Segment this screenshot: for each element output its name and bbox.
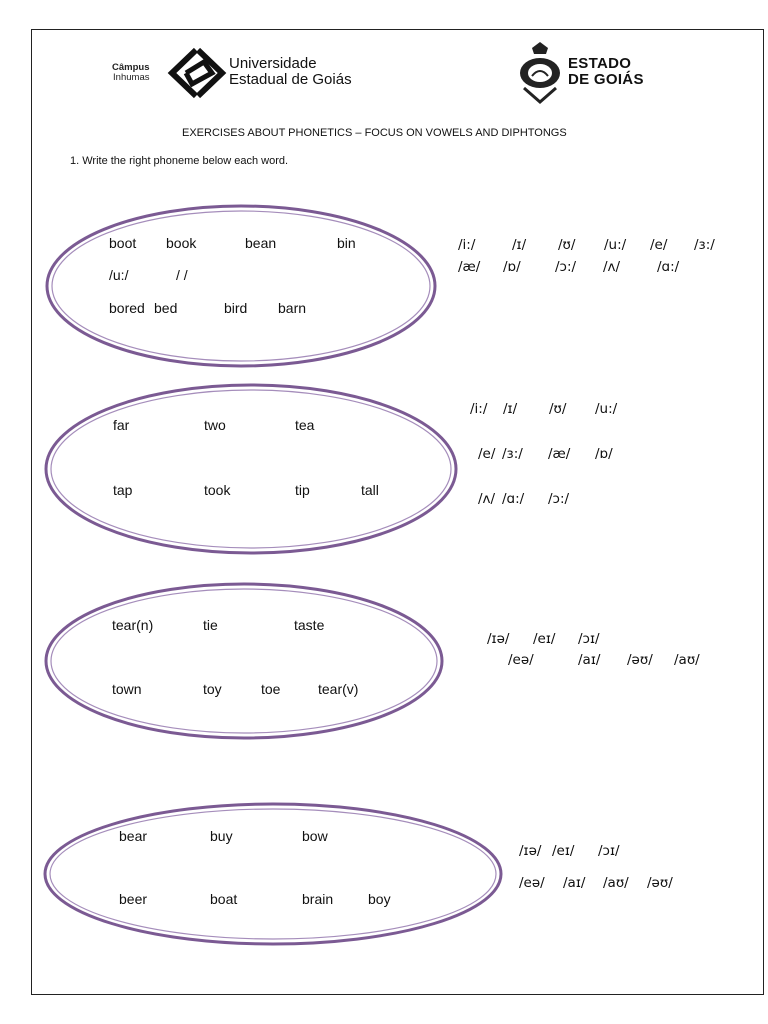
word-boy: boy: [368, 891, 391, 907]
phoneme: /ɔ:/: [555, 259, 577, 275]
phoneme: /aɪ/: [578, 652, 601, 668]
phoneme: /eə/: [519, 875, 545, 891]
word-bear: bear: [119, 828, 148, 844]
page-title: EXERCISES ABOUT PHONETICS – FOCUS ON VOWELS AND DIPHTONGS: [182, 127, 567, 139]
phoneme: /ʊ/: [549, 401, 567, 417]
word-tap: tap: [113, 482, 133, 498]
phoneme: /ɔɪ/: [578, 631, 600, 647]
phoneme: /i:/: [470, 401, 488, 417]
phoneme: /u:/: [604, 237, 627, 253]
phoneme: /ʊ/: [558, 237, 576, 253]
word-tall: tall: [361, 482, 379, 498]
word-bird: bird: [224, 300, 248, 316]
phoneme: /æ/: [548, 446, 571, 462]
word-toy: toy: [203, 681, 222, 697]
word-bored: bored: [109, 300, 145, 316]
phoneme: /ɒ/: [595, 446, 613, 462]
phoneme: /ɑ:/: [502, 491, 525, 507]
university-line1: Universidade: [229, 55, 317, 72]
state-line1: ESTADO: [568, 55, 632, 72]
word-bow: bow: [302, 828, 328, 844]
phoneme: /ʌ/: [603, 259, 621, 275]
university-line2: Estadual de Goiás: [229, 71, 352, 88]
word-beer: beer: [119, 891, 148, 907]
phoneme: /aʊ/: [674, 652, 700, 668]
state-line2: DE GOIÁS: [568, 71, 644, 88]
page-border: [31, 29, 764, 995]
phoneme: /u:/: [595, 401, 618, 417]
word-tear-n: tear(n): [112, 617, 154, 633]
phoneme: /e/: [650, 237, 668, 253]
phoneme: /i:/: [458, 237, 476, 253]
word-two: two: [204, 417, 226, 433]
word-brain: brain: [302, 891, 334, 907]
campus-label: [112, 63, 149, 83]
phoneme: /ɔ:/: [548, 491, 570, 507]
phoneme: /əʊ/: [647, 875, 673, 891]
phoneme: /ʌ/: [478, 491, 496, 507]
phoneme: /ɪ/: [503, 401, 518, 417]
phoneme: /ɪə/: [519, 843, 542, 859]
phoneme: /e/: [478, 446, 496, 462]
word-town: town: [112, 681, 142, 697]
word-took: took: [204, 482, 231, 498]
phoneme: /eɪ/: [533, 631, 556, 647]
campus-line2: Inhumas: [113, 72, 150, 83]
phoneme: /ɜ:/: [502, 446, 523, 462]
university-name: [229, 56, 352, 88]
phoneme: /ɜ:/: [694, 237, 715, 253]
word-bin: bin: [337, 235, 356, 251]
word-bed: bed: [154, 300, 178, 316]
phoneme: /aʊ/: [603, 875, 629, 891]
word-tie: tie: [203, 617, 218, 633]
phoneme: /ɑ:/: [657, 259, 680, 275]
word-boot: boot: [109, 235, 137, 251]
word-boat: boat: [210, 891, 238, 907]
word-tear-v: tear(v): [318, 681, 359, 697]
word-taste: taste: [294, 617, 325, 633]
word-tea: tea: [295, 417, 315, 433]
word-far: far: [113, 417, 130, 433]
state-name: [568, 56, 644, 88]
phoneme: /əʊ/: [627, 652, 653, 668]
instruction: 1. Write the right phoneme below each word.: [70, 155, 289, 167]
phoneme: /ɔɪ/: [598, 843, 620, 859]
word-barn: barn: [278, 300, 307, 316]
answer-boot: /u:/: [109, 267, 129, 283]
phoneme: /ɒ/: [503, 259, 521, 275]
phoneme: /æ/: [458, 259, 481, 275]
phoneme: /ɪ/: [512, 237, 527, 253]
answer-blank: / /: [176, 267, 188, 283]
phoneme: /eɪ/: [552, 843, 575, 859]
word-bean: bean: [245, 235, 277, 251]
word-buy: buy: [210, 828, 233, 844]
word-tip: tip: [295, 482, 310, 498]
word-toe: toe: [261, 681, 281, 697]
campus-line1: Câmpus: [112, 62, 150, 73]
word-book: book: [166, 235, 197, 251]
phoneme: /ɪə/: [487, 631, 510, 647]
phoneme: /aɪ/: [563, 875, 586, 891]
phoneme: /eə/: [508, 652, 534, 668]
